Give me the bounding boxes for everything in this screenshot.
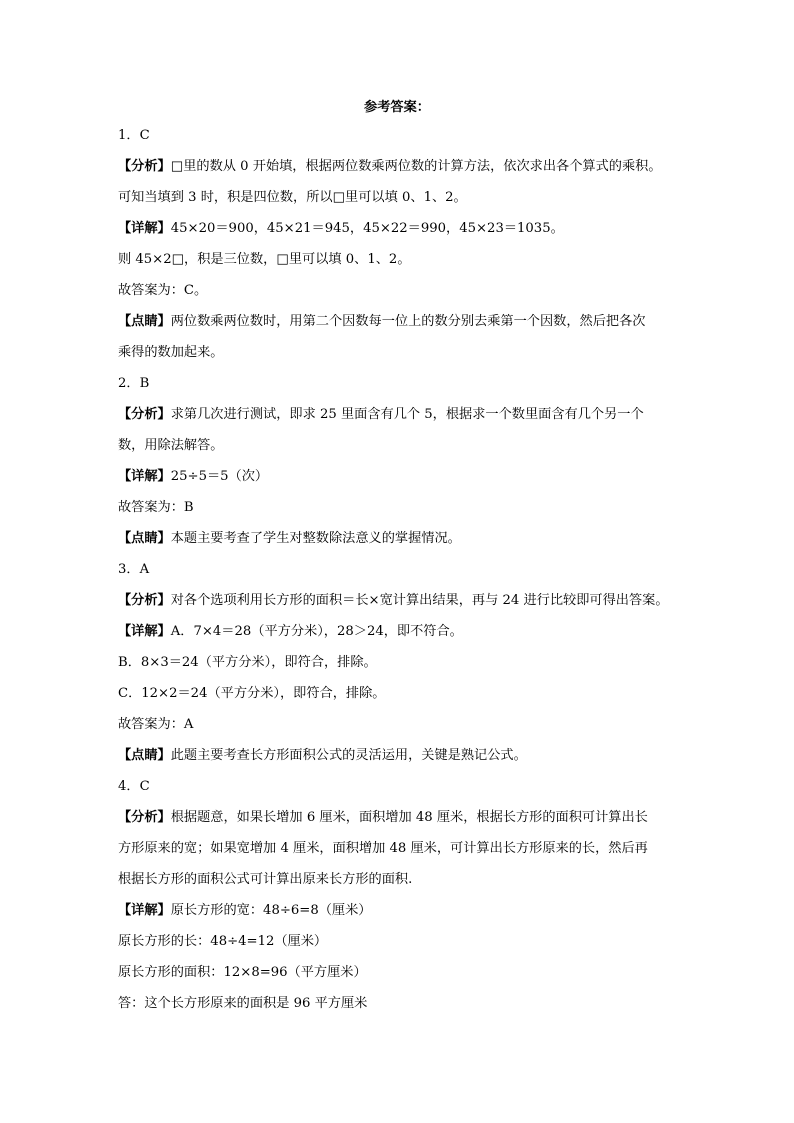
q4-detail-line-4: 答：这个长方形原来的面积是 96 平方厘米 (118, 996, 368, 1011)
q4-analysis-line-1 (118, 802, 698, 833)
q1-answer: 故答案为：C。 (118, 283, 208, 298)
q1-comment-line-1 (118, 306, 698, 337)
comment-tag: 【点睛】 (118, 314, 171, 329)
q4-analysis-text-1: 根据题意，如果长增加 6 厘米，面积增加 48 厘米，根据长方形的面积可计算出长 (170, 810, 648, 825)
q3-answer: 故答案为：A (118, 717, 194, 732)
detail-tag: 【详解】 (118, 221, 171, 236)
q1-comment-line-2: 乘得的数加起来。 (118, 345, 224, 360)
q1-number: 1．C (118, 128, 150, 143)
q4-number: 4．C (118, 779, 150, 794)
q3-analysis-text-1: 对各个选项利用长方形的面积＝长×宽计算出结果，再与 24 进行比较即可得出答案。 (170, 593, 669, 608)
q2-number: 2．B (118, 376, 150, 391)
q3-detail-line-2: B．8×3＝24（平方分米），即符合，排除。 (118, 655, 377, 670)
q1-detail-text-1: 45×20＝900，45×21＝945，45×22＝990，45×23＝1035。 (170, 221, 564, 236)
analysis-tag: 【分析】 (118, 407, 171, 422)
q1-comment-text-1: 两位数乘两位数时，用第二个因数每一位上的数分别去乘第一个因数，然后把各次 (170, 314, 646, 329)
q3-comment-line-1 (118, 740, 698, 771)
comment-tag: 【点睛】 (118, 531, 171, 546)
analysis-tag: 【分析】 (118, 810, 171, 825)
analysis-tag: 【分析】 (118, 159, 171, 174)
q4-analysis-line-3: 根据长方形的面积公式可计算出原来长方形的面积. (118, 872, 413, 887)
answer-content (118, 120, 698, 1019)
q1-analysis-text-1: □里的数从 0 开始填，根据两位数乘两位数的计算方法，依次求出各个算式的乘积。 (170, 159, 662, 174)
q1-detail-line-2: 则 45×2□，积是三位数，□里可以填 0、1、2。 (118, 252, 411, 267)
q2-detail-text-1: 25÷5＝5（次） (170, 469, 269, 484)
q4-detail-line-3: 原长方形的面积：12×8=96（平方厘米） (118, 965, 367, 980)
q2-detail-line-1 (118, 461, 698, 492)
q2-analysis-line-1 (118, 399, 698, 430)
analysis-tag: 【分析】 (118, 593, 171, 608)
q2-analysis-text-1: 求第几次进行测试，即求 25 里面含有几个 5，根据求一个数里面含有几个另一个 (170, 407, 644, 422)
q2-analysis-line-2: 数，用除法解答。 (118, 438, 224, 453)
q4-detail-line-1 (118, 895, 698, 926)
q4-detail-line-2: 原长方形的长：48÷4=12（厘米） (118, 934, 328, 949)
q4-analysis-line-2: 方形原来的宽；如果宽增加 4 厘米，面积增加 48 厘米，可计算出长方形原来的长，然后再 (118, 841, 648, 856)
detail-tag: 【详解】 (118, 903, 171, 918)
q2-comment-line-1 (118, 523, 698, 554)
page-title: 参考答案： (364, 100, 430, 115)
q2-answer: 故答案为：B (118, 500, 194, 515)
q1-analysis-line-1 (118, 151, 698, 182)
comment-tag: 【点睛】 (118, 748, 171, 763)
q3-detail-line-3: C．12×2＝24（平方分米），即符合，排除。 (118, 686, 386, 701)
q3-detail-text-1: A．7×4＝28（平方分米），28＞24，即不符合。 (170, 624, 463, 639)
q3-analysis-line-1 (118, 585, 698, 616)
detail-tag: 【详解】 (118, 624, 171, 639)
q1-analysis-line-2: 可知当填到 3 时，积是四位数，所以□里可以填 0、1、2。 (118, 190, 467, 205)
detail-tag: 【详解】 (118, 469, 171, 484)
q3-comment-text-1: 此题主要考查长方形面积公式的灵活运用，关键是熟记公式。 (170, 748, 527, 763)
q2-comment-text-1: 本题主要考查了学生对整数除法意义的掌握情况。 (170, 531, 461, 546)
q4-detail-text-1: 原长方形的宽：48÷6=8（厘米） (170, 903, 372, 918)
q1-detail-line-1 (118, 213, 698, 244)
q3-number: 3．A (118, 562, 150, 577)
q3-detail-line-1 (118, 616, 698, 647)
